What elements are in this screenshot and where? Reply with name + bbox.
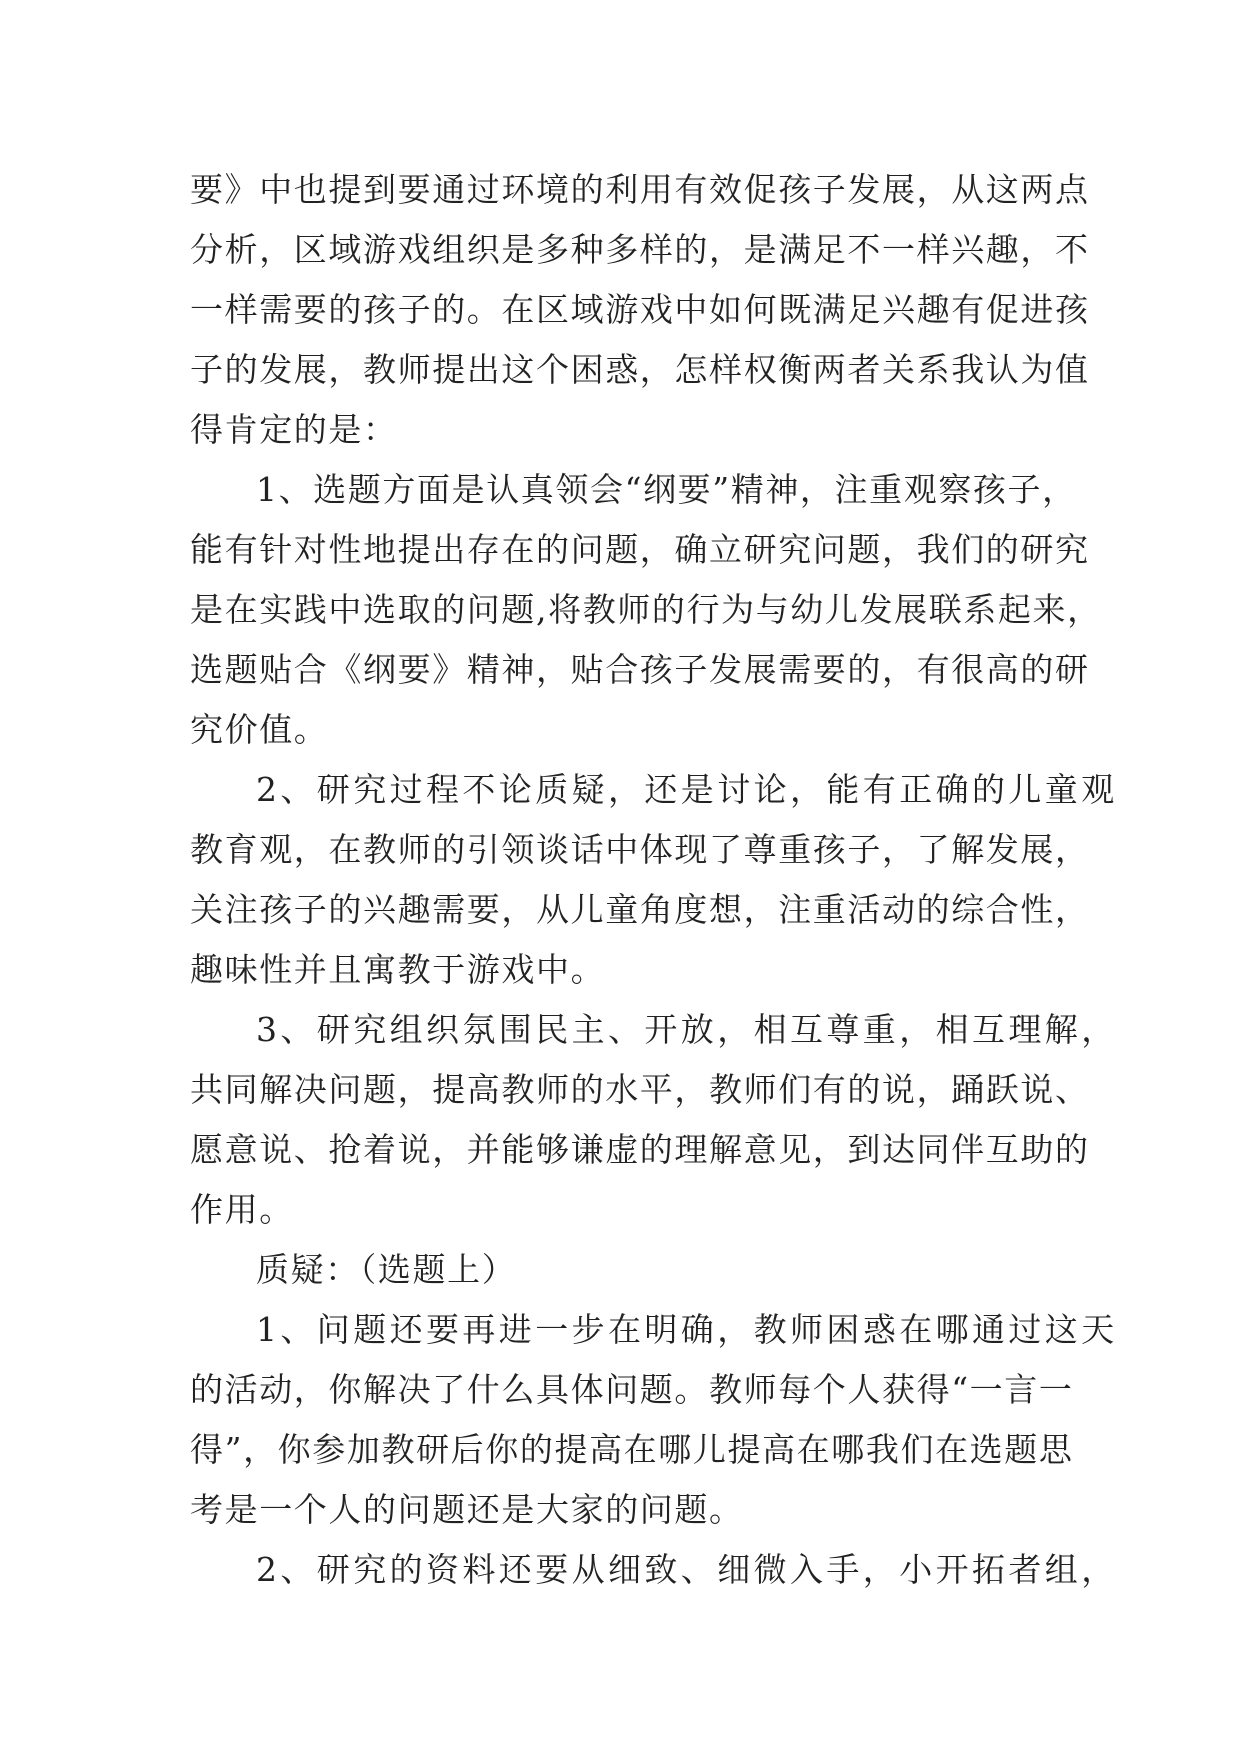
text-line: 关注孩子的兴趣需要，从儿童角度想，注重活动的综合性， xyxy=(190,890,1090,929)
text-line: 是在实践中选取的问题,将教师的行为与幼儿发展联系起来， xyxy=(190,590,1102,629)
text-line: 得肯定的是： xyxy=(190,410,398,449)
document-body xyxy=(190,160,1118,1600)
text-line: 的活动，你解决了什么具体问题。教师每个人获得“一言一 xyxy=(190,1370,1074,1409)
text-line: 共同解决问题，提高教师的水平，教师们有的说，踊跃说、 xyxy=(190,1070,1090,1109)
text-line: 教育观，在教师的引领谈话中体现了尊重孩子，了解发展， xyxy=(190,830,1090,869)
text-line: 要》中也提到要通过环境的利用有效促孩子发展，从这两点 xyxy=(190,170,1090,209)
text-line: 愿意说、抢着说，并能够谦虚的理解意见，到达同伴互助的 xyxy=(190,1130,1090,1169)
text-line: 3、研究组织氛围民主、开放，相互尊重，相互理解， xyxy=(256,1010,1118,1049)
text-line: 1、问题还要再进一步在明确，教师困惑在哪通过这天 xyxy=(256,1310,1118,1349)
text-line: 2、研究过程不论质疑，还是讨论，能有正确的儿童观 xyxy=(256,770,1118,809)
text-line: 考是一个人的问题还是大家的问题。 xyxy=(190,1490,744,1529)
text-line: 究价值。 xyxy=(190,710,329,749)
text-line: 趣味性并且寓教于游戏中。 xyxy=(190,950,606,989)
text-line: 能有针对性地提出存在的问题，确立研究问题，我们的研究 xyxy=(190,530,1090,569)
text-line: 一样需要的孩子的。在区域游戏中如何既满足兴趣有促进孩 xyxy=(190,290,1090,329)
text-line: 1、选题方面是认真领会“纲要”精神，注重观察孩子， xyxy=(256,470,1077,509)
text-line: 选题贴合《纲要》精神，贴合孩子发展需要的，有很高的研 xyxy=(190,650,1090,689)
text-line: 质疑：（选题上） xyxy=(256,1250,517,1289)
text-line: 2、研究的资料还要从细致、细微入手，小开拓者组， xyxy=(256,1550,1118,1589)
text-line: 子的发展，教师提出这个困惑，怎样权衡两者关系我认为值 xyxy=(190,350,1090,389)
text-line: 作用。 xyxy=(190,1190,294,1229)
text-line: 得”，你参加教研后你的提高在哪儿提高在哪我们在选题思 xyxy=(190,1430,1074,1469)
text-line: 分析，区域游戏组织是多种多样的，是满足不一样兴趣，不 xyxy=(190,230,1090,269)
